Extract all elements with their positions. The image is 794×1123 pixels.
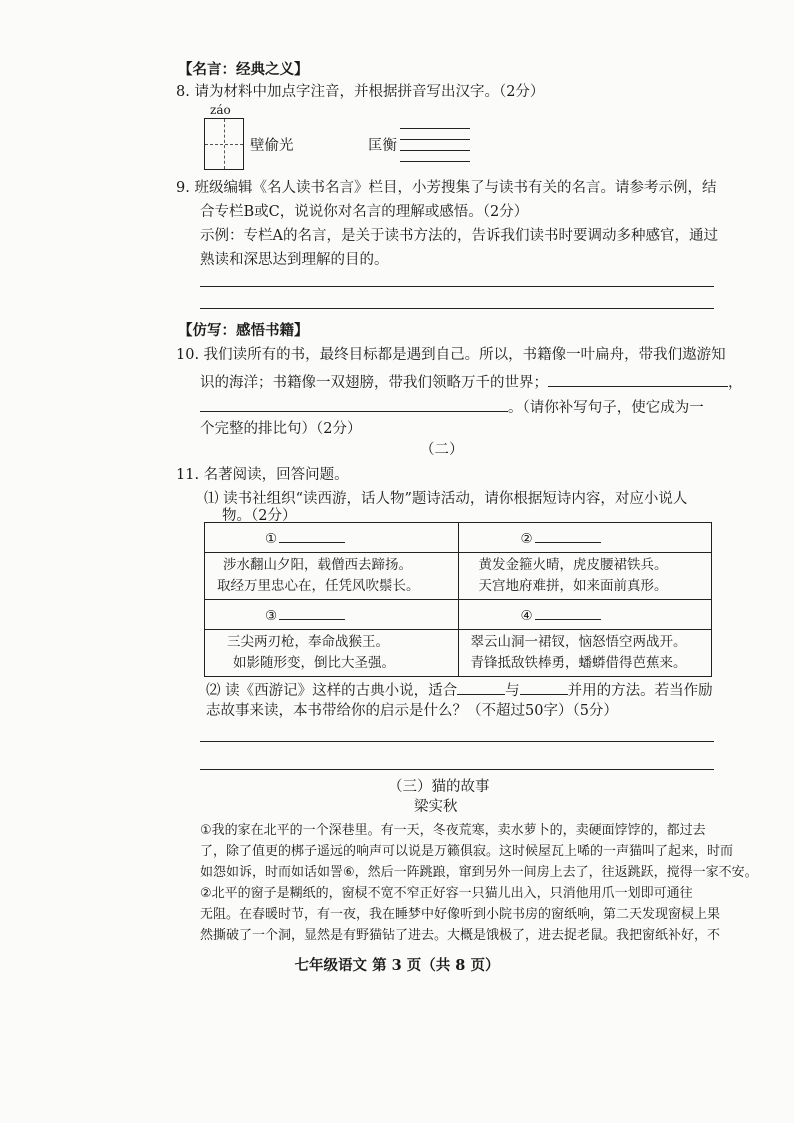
- q8-answer-line-2[interactable]: [400, 139, 470, 140]
- q11-sub2-line-2: 志故事来读，本书带给你的启示是什么？（不超过50字）（5分）: [206, 703, 618, 719]
- q8-answer-line-1[interactable]: [400, 128, 470, 129]
- q8-word-1: 壁偷光: [250, 138, 294, 154]
- q8-word-2: 匡衡: [368, 138, 397, 154]
- poem-2-number: ②: [520, 531, 533, 547]
- q9-answer-line-1[interactable]: [200, 286, 714, 287]
- pinyin-label: záo: [210, 103, 231, 117]
- poem-1-number: ①: [265, 531, 278, 547]
- q11-sub2-blank-2[interactable]: [520, 678, 568, 695]
- poem-3-answer-blank[interactable]: [279, 605, 345, 620]
- q11-sub1-line-1: ⑴ 读书社组织“读西游，话人物”题诗活动，请你根据短诗内容，对应小说人: [204, 491, 688, 507]
- poem-3-number: ③: [265, 608, 278, 624]
- q11-answer-line-2[interactable]: [200, 769, 714, 770]
- q11-answer-line-1[interactable]: [200, 741, 714, 742]
- q10-blank-1[interactable]: [548, 370, 728, 387]
- question-8: 8. 请为材料中加点字注音，并根据拼音写出汉字。（2分）: [176, 84, 545, 100]
- page-footer: 七年级语文 第 3 页（共 8 页）: [294, 957, 500, 974]
- part-3-heading: （三）猫的故事: [388, 779, 490, 795]
- poem-2-line-2: 天宫地府难拼，如来面前真形。: [478, 578, 668, 594]
- question-9-example-1: 示例：专栏A的名言，是关于读书方法的，告诉我们读书时要调动多种感官，通过: [200, 228, 718, 244]
- question-9-example-2: 熟读和深思达到理解的目的。: [200, 252, 389, 268]
- question-9-line-2: 合专栏B或C，说说你对名言的理解或感悟。（2分）: [200, 204, 529, 220]
- poem-1-header: [205, 523, 459, 553]
- poem-1-answer-blank[interactable]: [279, 528, 345, 543]
- section-title-quotes: 【名言：经典之义】: [178, 61, 309, 78]
- q10-blank-2[interactable]: [200, 395, 508, 412]
- story-para-2-line-2: 无阻。在春暖时节，有一夜，我在睡梦中好像听到小院书房的窗纸响，第二天发现窗棂上果: [200, 907, 721, 922]
- poem-3-line-1: 三尖两刃枪，奉命战猴王。: [227, 634, 389, 650]
- question-10-line-4: 个完整的排比句）（2分）: [200, 421, 362, 437]
- story-para-1-line-1: ①我的家在北平的一个深巷里。有一天，冬夜荒寒，卖水萝卜的，卖硬面饽饽的，都过去: [200, 823, 706, 838]
- q10-comma: ，: [728, 375, 743, 391]
- q11-sub2-blank-1[interactable]: [457, 678, 505, 695]
- poem-1-body: [205, 553, 459, 600]
- q11-sub2-text-a: ⑵ 读《西游记》这样的古典小说，适合: [206, 683, 458, 699]
- q11-sub1-line-2: 物。（2分）: [222, 508, 297, 524]
- q8-answer-line-4[interactable]: [400, 161, 470, 162]
- story-para-1-line-3: 如怨如诉，时而如话如詈⑥，然后一阵跳踉，窜到另外一间房上去了，往返跳跃，搅得一家不安。: [200, 865, 758, 880]
- poem-3-line-2: 如影随形变，倒比大圣强。: [233, 655, 395, 671]
- q11-sub2-text-b: 与: [505, 683, 520, 699]
- poem-3-header: [205, 600, 459, 630]
- question-10-line-2: [200, 370, 743, 393]
- poem-4-line-1: 翠云山洞一裙钗，恼怒悟空两战开。: [470, 634, 687, 650]
- part-2-heading: （二）: [420, 442, 464, 458]
- question-10-line-3: [200, 395, 704, 418]
- story-author: 梁实秋: [414, 799, 458, 815]
- poem-4-body: [458, 630, 712, 677]
- poem-1-line-2: 取经万里忠心在，任凭风吹鬃长。: [217, 578, 420, 594]
- question-11-title: 11. 名著阅读，回答问题。: [176, 467, 349, 483]
- tianzige-box: [204, 118, 244, 170]
- poem-2-body: [458, 553, 712, 600]
- poem-2-header: [458, 523, 712, 553]
- q9-answer-line-2[interactable]: [200, 308, 714, 309]
- poem-2-answer-blank[interactable]: [535, 528, 601, 543]
- story-para-1-line-2: 了，除了值更的梆子遥远的响声可以说是万籁俱寂。这时候屋瓦上唏的一声猫叫了起来，时而: [200, 844, 734, 859]
- question-10-line-1: 10. 我们读所有的书，最终目标都是遇到自己。所以，书籍像一叶扁舟，带我们遨游知: [176, 347, 726, 363]
- poem-4-answer-blank[interactable]: [535, 605, 601, 620]
- question-9-line-1: 9. 班级编辑《名人读书名言》栏目，小芳搜集了与读书有关的名言。请参考示例，结: [176, 180, 717, 196]
- poem-table: [204, 522, 712, 677]
- story-para-2-line-3: 然撕破了一个洞，显然是有野猫钻了进去。大概是饿极了，进去捉老鼠。我把窗纸补好，不: [200, 928, 721, 943]
- q11-sub2-text-c: 并用的方法。若当作励: [567, 683, 713, 699]
- q10-text: 识的海洋；书籍像一双翅膀，带我们领略万千的世界；: [200, 375, 548, 391]
- story-para-2-line-1: ②北平的窗子是糊纸的，窗棂不宽不窄正好容一只猫儿出入，只消他用爪一划即可通往: [200, 886, 693, 901]
- poem-1-line-1: 涉水翻山夕阳，载僧西去蹄扬。: [223, 557, 412, 573]
- section-title-imitation: 【仿写：感悟书籍】: [178, 322, 309, 339]
- poem-3-body: [205, 630, 459, 677]
- poem-4-header: [458, 600, 712, 630]
- q10-instruction: 。（请你补写句子，使它成为一: [508, 400, 704, 416]
- q8-answer-line-3[interactable]: [400, 150, 470, 151]
- poem-2-line-1: 黄发金箍火晴，虎皮腰裙铁兵。: [478, 557, 668, 573]
- poem-4-number: ④: [520, 608, 533, 624]
- poem-4-line-2: 青锋抵敌铁棒勇，蟠蟒借得芭蕉来。: [470, 655, 687, 671]
- q11-sub2-line-1: [206, 678, 713, 701]
